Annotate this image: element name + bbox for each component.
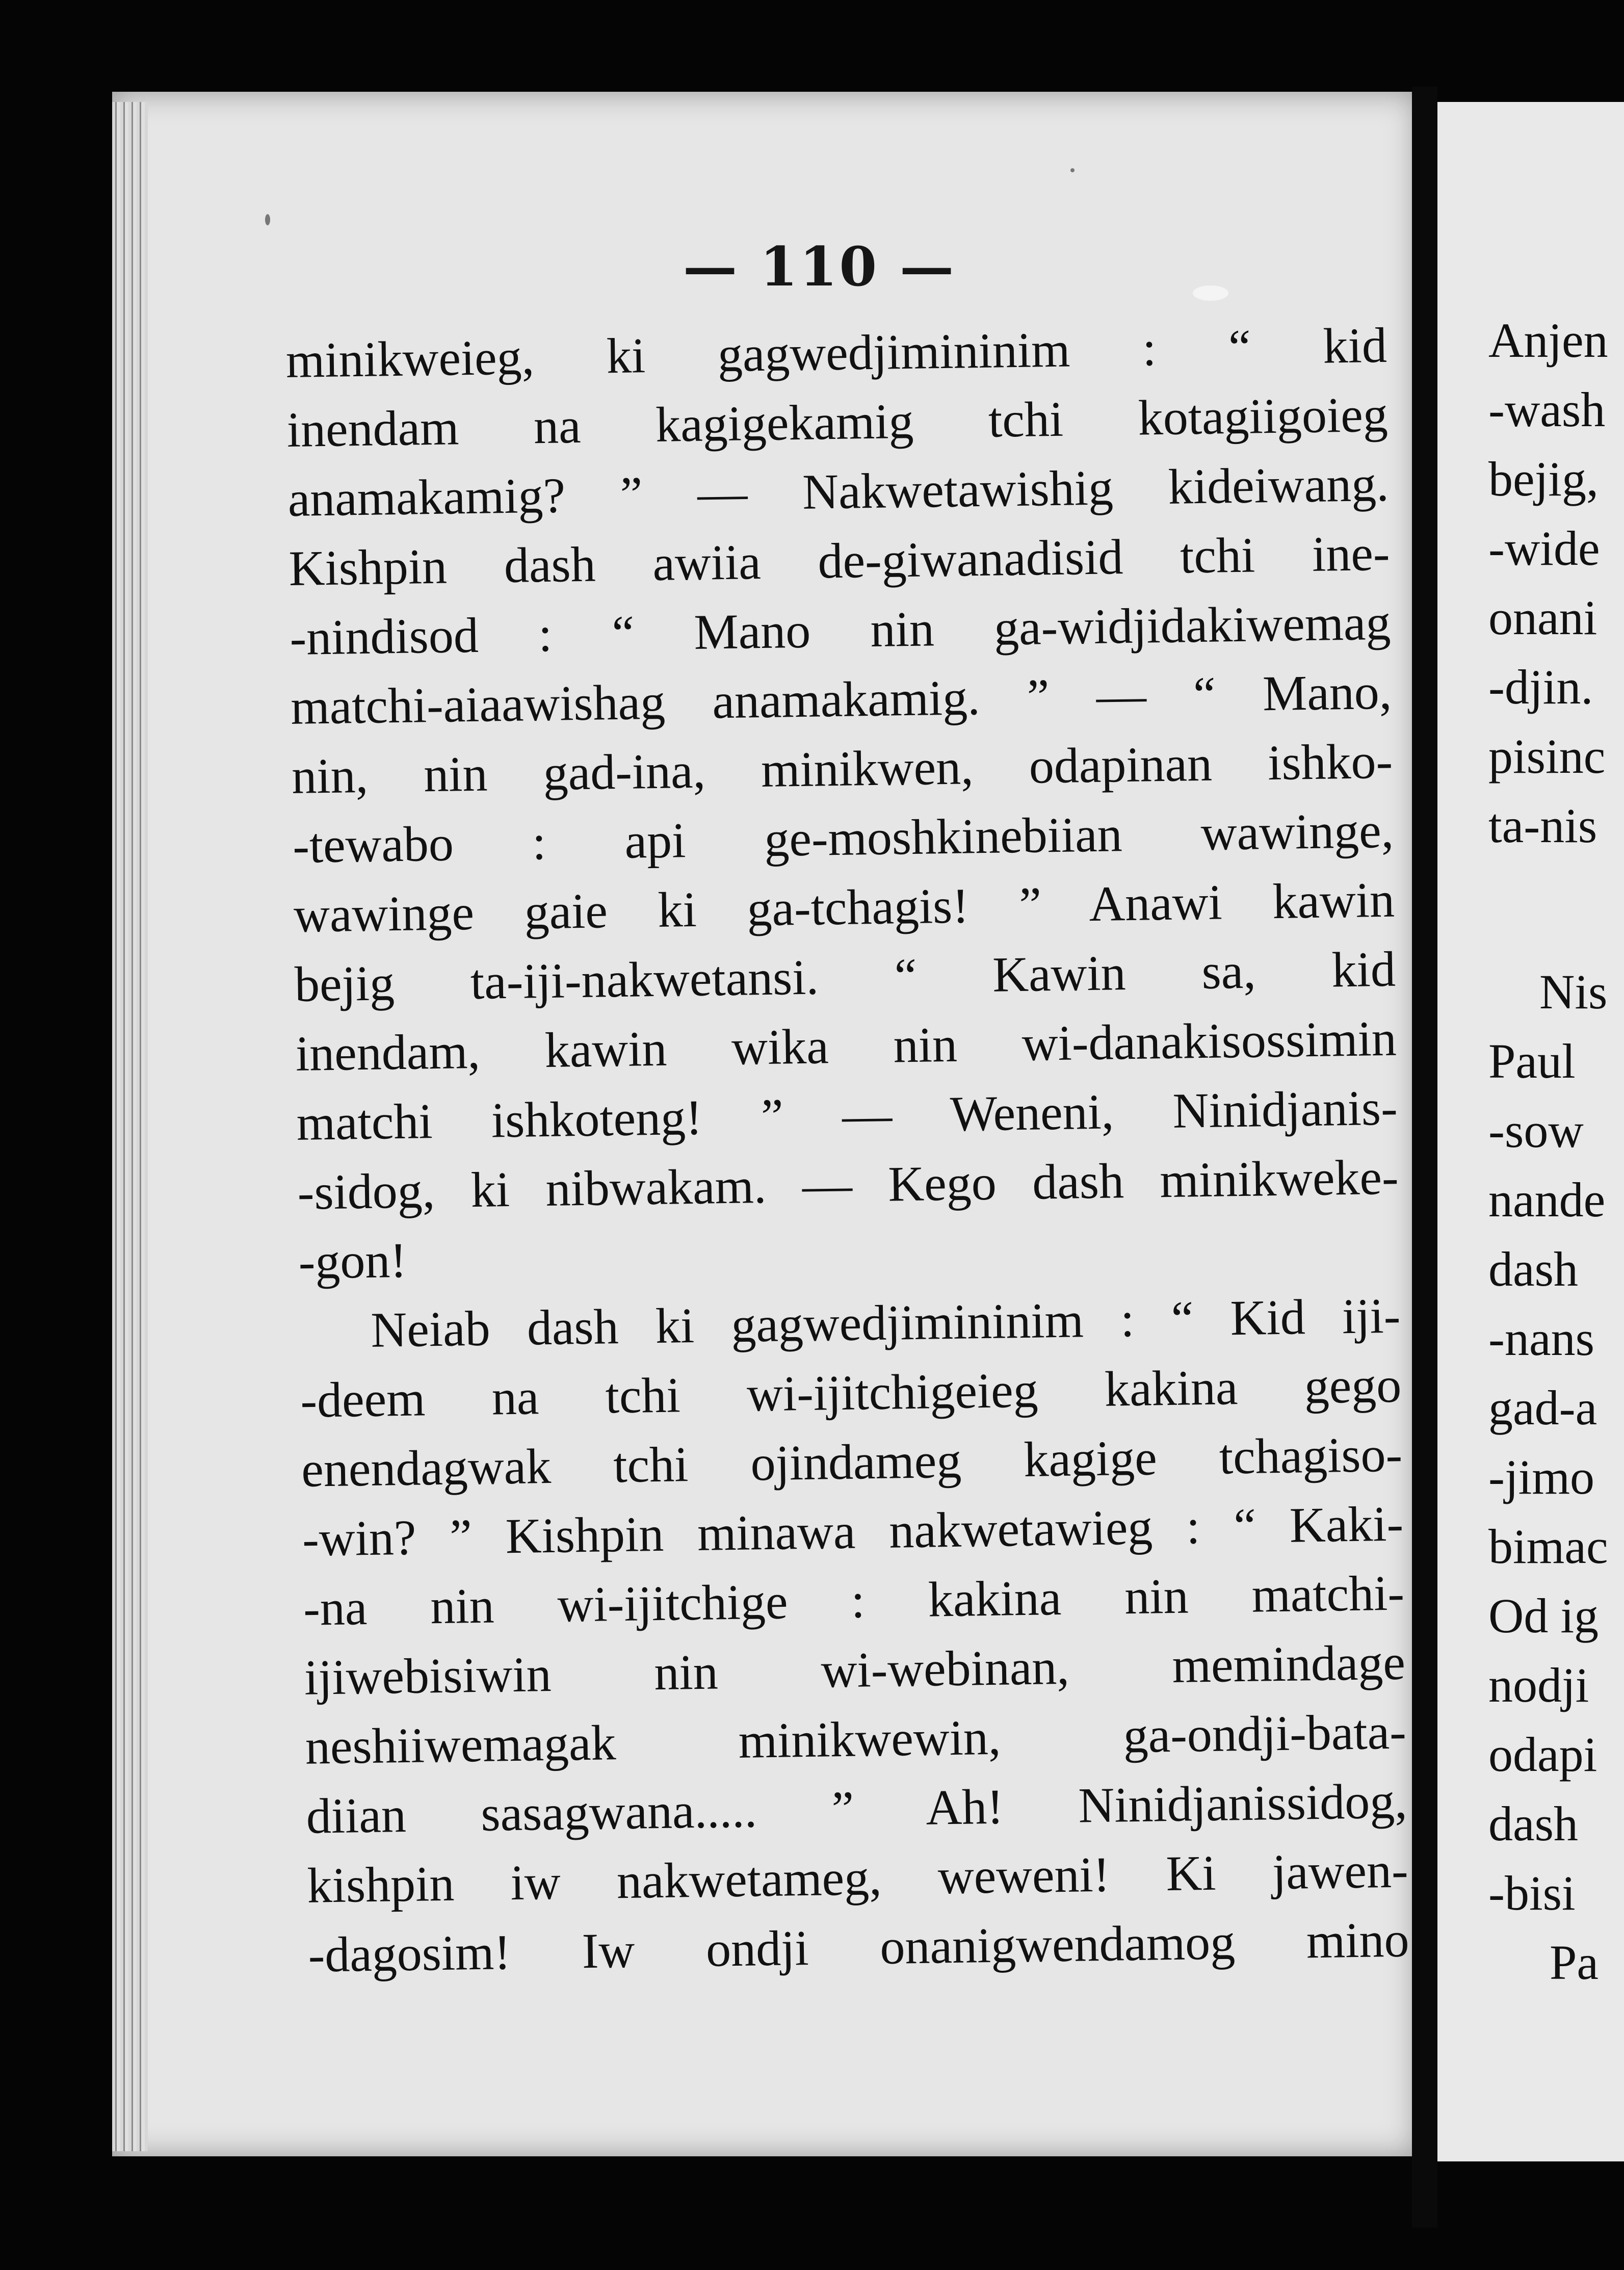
text-line: Nis xyxy=(1539,964,1608,1019)
text-line: -sow xyxy=(1488,1103,1584,1158)
text-line: -bisi xyxy=(1488,1866,1576,1920)
text-line: dash xyxy=(1488,1796,1578,1851)
text-line: -na nin wi-ijitchige : kakina nin matchi- xyxy=(303,1565,1405,1636)
text-line: nin, nin gad-ina, minikwen, odapinan ishko- xyxy=(291,734,1393,804)
text-line: -wide xyxy=(1488,521,1600,576)
paragraph-gap xyxy=(1488,860,1608,957)
text-line: Paul xyxy=(1488,1034,1576,1088)
dust-speck xyxy=(1070,168,1075,172)
dust-speck xyxy=(265,214,270,225)
text-line: pisinc xyxy=(1488,729,1606,784)
text-line: anamakamig? ” — Nakwetawishig kideiwang. xyxy=(287,456,1390,527)
text-line: matchi-aiaawishag anamakamig. ” — “ Mano, xyxy=(290,664,1392,735)
text-line: -djin. xyxy=(1488,660,1593,714)
text-line: inendam na kagigekamig tchi kotagiigoieg xyxy=(286,387,1389,458)
text-line: bejig ta-iji-nakwetansi. “ Kawin sa, kid xyxy=(294,942,1396,1012)
text-line: Kishpin dash awiia de-giwanadisid tchi ine- xyxy=(288,526,1391,596)
text-line: minikweieg, ki gagwedjimininim : “ kid xyxy=(285,318,1387,388)
text-line: ijiwebisiwin nin wi-webinan, memindage xyxy=(304,1635,1406,1706)
text-line: Neiab dash ki gagwedjimininim : “ Kid iji- xyxy=(370,1288,1401,1358)
text-line: kishpin iw nakwetameg, weweni! Ki jawen- xyxy=(306,1843,1409,1914)
text-line: wawinge gaie ki ga-tchagis! ” Anawi kawin xyxy=(293,872,1395,943)
text-line: matchi ishkoteng! ” — Weneni, Ninidjanis- xyxy=(296,1080,1398,1151)
text-line: bimac xyxy=(1488,1519,1608,1574)
text-line: -dagosim! Iw ondji onanigwendamog mino xyxy=(307,1912,1410,1983)
text-line: -jimo xyxy=(1488,1450,1594,1504)
text-line: -wash xyxy=(1488,382,1606,437)
text-line: -deem na tchi wi-ijitchigeieg kakina gego xyxy=(300,1358,1402,1428)
text-line: inendam, kawin wika nin wi-danakisossimin xyxy=(295,1011,1397,1082)
page-number: — 110 — xyxy=(683,234,956,298)
body-text xyxy=(285,310,1430,1990)
text-line: Od ig xyxy=(1488,1588,1599,1643)
text-line: Anjen xyxy=(1488,313,1608,368)
text-line: enendagwak tchi ojindameg kagige tchagiso- xyxy=(301,1427,1403,1498)
text-line: Pa xyxy=(1550,1935,1599,1990)
text-line: -nans xyxy=(1488,1311,1594,1366)
text-line: nodji xyxy=(1488,1658,1589,1712)
right-page-text xyxy=(1488,306,1608,1997)
text-line: -sidog, ki nibwakam. — Kego dash minikweke- xyxy=(297,1150,1399,1220)
text-line: -nindisod : “ Mano nin ga-widjidakiwemag xyxy=(289,595,1392,666)
text-line: neshiiwemagak minikwewin, ga-ondji-bata- xyxy=(305,1704,1407,1775)
text-line: -tewabo : api ge-moshkinebiian wawinge, xyxy=(292,803,1394,874)
text-line: odapi xyxy=(1488,1727,1597,1782)
paper-flaw xyxy=(1193,285,1228,301)
text-line: -gon! xyxy=(298,1233,407,1290)
text-line: dash xyxy=(1488,1242,1578,1296)
text-line: -win? ” Kishpin minawa nakwetawieg : “ Kaki- xyxy=(302,1496,1404,1567)
page-stack-edge xyxy=(112,102,148,2151)
text-line: diian sasagwana..... ” Ah! Ninidjanissidog, xyxy=(306,1773,1408,1844)
text-line: onani xyxy=(1488,590,1597,645)
text-line: bejig, xyxy=(1488,452,1599,506)
text-line: gad-a xyxy=(1488,1380,1597,1435)
text-line: ta-nis xyxy=(1488,798,1597,853)
text-line: nande xyxy=(1488,1172,1606,1227)
